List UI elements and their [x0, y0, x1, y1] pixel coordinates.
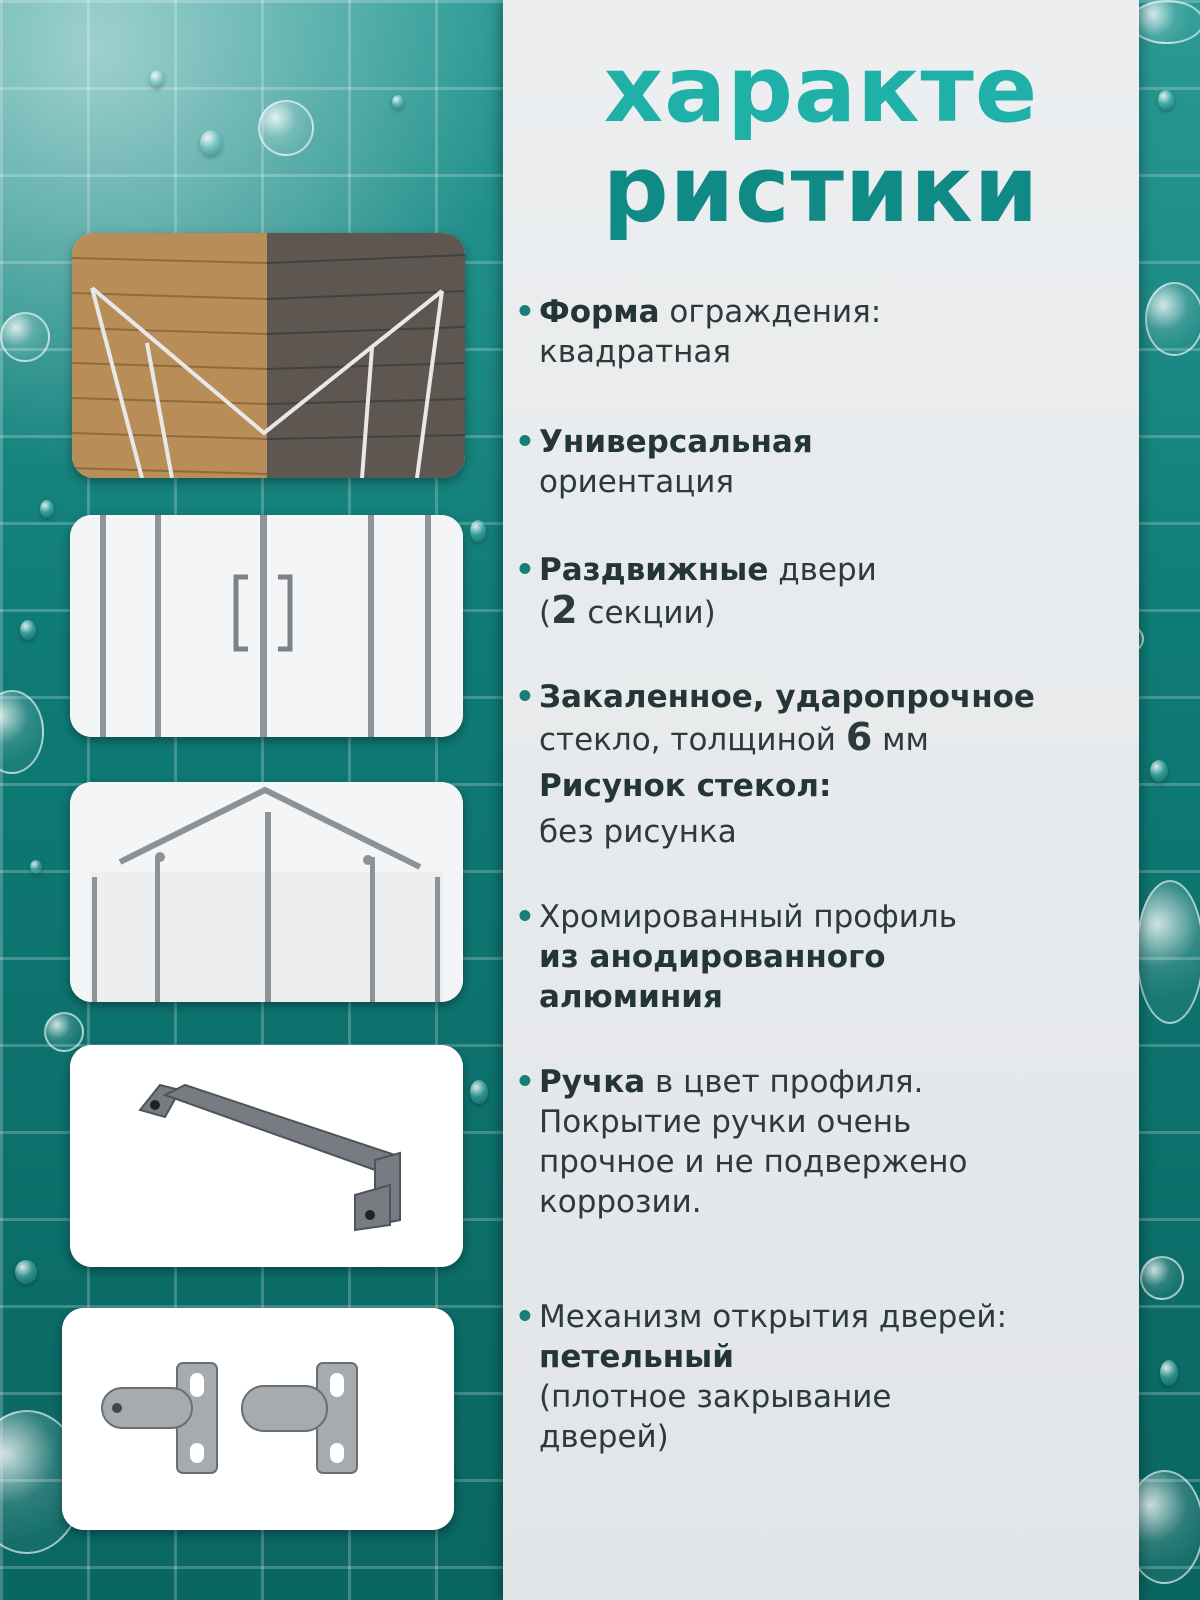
water-drop — [40, 500, 54, 518]
feature-text — [539, 1062, 1135, 1102]
feature-line: прочное и не подвержено — [539, 1144, 968, 1180]
water-drop — [20, 620, 36, 640]
water-drop — [470, 520, 486, 542]
water-drop — [200, 130, 222, 156]
feature-line — [539, 766, 1135, 806]
corner-shower-wood-photo — [72, 233, 465, 478]
feature-text: Хромированный профиль — [539, 899, 957, 935]
water-drop — [150, 70, 164, 88]
feature-number: 2 — [551, 588, 578, 632]
bubble-decoration — [1145, 282, 1200, 356]
feature-line: Покрытие ручки очень — [539, 1104, 912, 1140]
page-title — [503, 36, 1139, 243]
feature-number: 6 — [845, 715, 873, 759]
feature-line-post: мм — [872, 722, 929, 758]
feature-bold: Раздвижные — [539, 552, 769, 588]
feature-profile — [515, 897, 1135, 1017]
feature-bold: Форма — [539, 294, 660, 330]
feature-bold: Универсальная — [539, 424, 813, 460]
feature-line-pre: стекло, толщиной — [539, 722, 846, 758]
feature-line — [539, 977, 1135, 1017]
bubble-decoration — [1130, 0, 1200, 44]
water-drop — [470, 1080, 488, 1104]
water-drop — [1160, 1360, 1178, 1386]
bubble-decoration — [258, 100, 314, 156]
feature-bold: Закаленное, ударопрочное — [539, 679, 1035, 715]
bubble-decoration — [1140, 1256, 1184, 1300]
feature-line — [539, 590, 1135, 633]
feature-line-post: секции) — [577, 595, 716, 631]
feature-line: дверей) — [539, 1419, 669, 1455]
feature-line: ориентация — [539, 464, 735, 500]
feature-line-pre: ( — [539, 595, 552, 631]
sliding-doors-handles-photo — [70, 515, 463, 737]
bubble-decoration — [1136, 880, 1200, 1024]
water-drop — [1150, 760, 1168, 782]
feature-text — [539, 422, 1135, 462]
feature-line — [539, 1337, 1135, 1377]
feature-line: без рисунка — [539, 814, 737, 850]
feature-line: квадратная — [539, 334, 732, 370]
feature-glass — [515, 677, 1135, 852]
title-line-1: характе — [603, 36, 1039, 143]
bullet-icon: • — [515, 294, 535, 330]
water-drop — [30, 860, 42, 874]
bullet-icon: • — [515, 1064, 535, 1100]
feature-line — [539, 717, 1135, 760]
feature-shape — [515, 292, 1135, 372]
feature-text — [539, 677, 1135, 717]
feature-text — [539, 550, 1135, 590]
chrome-handle-photo — [70, 1045, 463, 1267]
water-drop — [15, 1260, 37, 1284]
feature-text — [539, 292, 1135, 332]
water-drop — [1158, 90, 1174, 110]
bullet-icon: • — [515, 424, 535, 460]
bullet-icon: • — [515, 679, 535, 715]
bubble-decoration — [44, 1012, 84, 1052]
feature-doors — [515, 550, 1135, 633]
feature-handle — [515, 1062, 1135, 1222]
feature-bold: алюминия — [539, 979, 723, 1015]
feature-line — [539, 937, 1135, 977]
corner-top-profile-photo — [70, 782, 463, 1002]
feature-mechanism — [515, 1297, 1135, 1457]
bubble-decoration — [0, 312, 50, 362]
feature-rest: в цвет профиля. — [645, 1064, 924, 1100]
bullet-icon: • — [515, 552, 535, 588]
water-drop — [392, 95, 404, 109]
feature-bold: Ручка — [539, 1064, 646, 1100]
bullet-icon: • — [515, 1299, 535, 1335]
feature-line: (плотное закрывание — [539, 1379, 892, 1415]
hinge-mechanism-photo — [62, 1308, 454, 1530]
feature-bold: Рисунок стекол: — [539, 768, 832, 804]
bullet-icon: • — [515, 899, 535, 935]
feature-line: коррозии. — [539, 1184, 702, 1220]
feature-rest: двери — [768, 552, 877, 588]
title-line-2: ристики — [602, 136, 1040, 243]
feature-text: Механизм открытия дверей: — [539, 1299, 1008, 1335]
feature-rest: ограждения: — [659, 294, 882, 330]
feature-orientation — [515, 422, 1135, 502]
feature-bold: из анодированного — [539, 939, 886, 975]
feature-bold: петельный — [539, 1339, 734, 1375]
